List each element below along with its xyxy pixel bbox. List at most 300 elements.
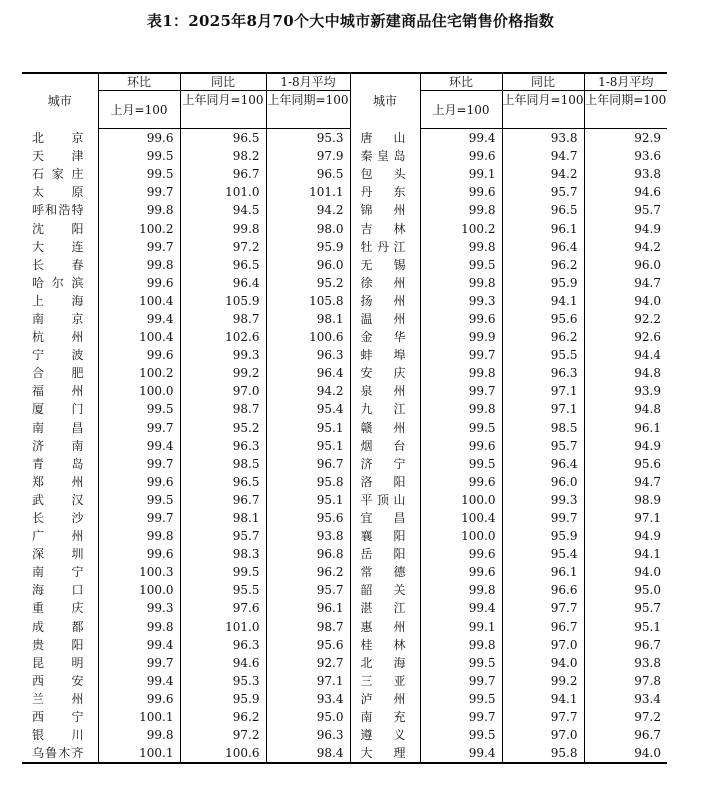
right-mom-cell: 100.2 [420, 219, 502, 237]
left-yoy-cell: 98.3 [180, 545, 266, 563]
right-avg-cell: 94.7 [584, 274, 667, 292]
right-avg-cell: 95.0 [584, 581, 667, 599]
left-city-cell: 兰州 [32, 691, 84, 706]
left-avg-cell: 94.2 [266, 201, 350, 219]
right-city-cell: 大理 [350, 744, 420, 763]
left-yoy-cell: 96.3 [180, 437, 266, 455]
right-city-cell: 泉州 [350, 382, 420, 400]
left-mom-cell: 99.4 [98, 437, 180, 455]
left-yoy-cell: 98.2 [180, 147, 266, 165]
left-mom-cell: 100.2 [98, 364, 180, 382]
left-avg-cell: 98.1 [266, 310, 350, 328]
table-row [22, 527, 667, 545]
left-city-cell: 福州 [32, 384, 84, 399]
right-mom-cell: 99.6 [420, 473, 502, 491]
left-yoy-cell: 102.6 [180, 328, 266, 346]
left-mom-cell: 99.5 [98, 165, 180, 183]
right-city-cell: 北海 [350, 654, 420, 672]
left-yoy-cell: 98.1 [180, 509, 266, 527]
right-yoy-cell: 96.7 [502, 618, 584, 636]
left-mom-cell: 99.8 [98, 618, 180, 636]
table-row [22, 455, 667, 473]
right-city-cell: 金华 [350, 328, 420, 346]
left-avg-cell: 105.8 [266, 292, 350, 310]
right-city-cell: 蚌埠 [350, 346, 420, 364]
right-avg-cell: 93.8 [584, 654, 667, 672]
header-mom: 环比 [420, 73, 502, 91]
right-city-cell: 丹东 [350, 183, 420, 201]
left-avg-cell: 96.5 [266, 165, 350, 183]
right-mom-cell: 99.5 [420, 726, 502, 744]
left-city-cell: 南宁 [32, 565, 84, 580]
left-yoy-cell: 99.3 [180, 346, 266, 364]
right-avg-cell: 93.9 [584, 382, 667, 400]
left-yoy-cell: 98.7 [180, 310, 266, 328]
right-avg-cell: 93.4 [584, 690, 667, 708]
right-yoy-cell: 94.7 [502, 147, 584, 165]
right-avg-cell: 97.1 [584, 509, 667, 527]
right-mom-cell: 99.6 [420, 437, 502, 455]
left-avg-cell: 96.1 [266, 599, 350, 617]
right-mom-cell: 99.8 [420, 201, 502, 219]
left-avg-cell: 100.6 [266, 328, 350, 346]
table-row [22, 147, 667, 165]
right-mom-cell: 99.7 [420, 708, 502, 726]
left-mom-cell: 99.7 [98, 183, 180, 201]
table-row [22, 129, 667, 148]
right-avg-cell: 96.1 [584, 419, 667, 437]
table-row [22, 328, 667, 346]
left-avg-cell: 95.4 [266, 400, 350, 418]
right-yoy-cell: 97.0 [502, 636, 584, 654]
left-mom-cell: 99.6 [98, 274, 180, 292]
table-row [22, 509, 667, 527]
left-avg-cell: 95.6 [266, 509, 350, 527]
left-yoy-cell: 96.3 [180, 636, 266, 654]
right-mom-cell: 99.3 [420, 292, 502, 310]
left-avg-cell: 95.7 [266, 581, 350, 599]
right-avg-cell: 97.8 [584, 672, 667, 690]
left-mom-cell: 100.4 [98, 292, 180, 310]
left-avg-cell: 98.4 [266, 744, 350, 763]
left-yoy-cell: 95.5 [180, 581, 266, 599]
right-avg-cell: 92.9 [584, 129, 667, 148]
right-avg-cell: 96.7 [584, 636, 667, 654]
left-mom-cell: 99.4 [98, 310, 180, 328]
right-yoy-cell: 95.8 [502, 744, 584, 763]
right-avg-cell: 98.9 [584, 491, 667, 509]
left-mom-cell: 99.7 [98, 238, 180, 256]
right-city-cell: 秦皇岛 [350, 147, 420, 165]
left-avg-cell: 96.0 [266, 256, 350, 274]
left-avg-cell: 95.8 [266, 473, 350, 491]
left-city-cell: 长沙 [32, 511, 84, 526]
left-avg-cell: 95.9 [266, 238, 350, 256]
left-mom-cell: 99.8 [98, 726, 180, 744]
right-city-cell: 九江 [350, 400, 420, 418]
left-avg-cell: 96.2 [266, 563, 350, 581]
right-avg-cell: 94.8 [584, 400, 667, 418]
left-city-cell: 广州 [32, 529, 84, 544]
right-city-cell: 扬州 [350, 292, 420, 310]
left-yoy-cell: 94.5 [180, 201, 266, 219]
left-avg-cell: 98.0 [266, 219, 350, 237]
right-avg-cell: 94.0 [584, 292, 667, 310]
left-yoy-cell: 98.5 [180, 455, 266, 473]
right-avg-cell: 94.6 [584, 183, 667, 201]
right-city-cell: 湛江 [350, 599, 420, 617]
header-city: 城市 [350, 73, 420, 129]
header-yoy: 同比 [502, 73, 584, 91]
left-yoy-cell: 96.2 [180, 708, 266, 726]
right-city-cell: 平顶山 [350, 491, 420, 509]
left-city-cell: 合肥 [32, 366, 84, 381]
left-avg-cell: 95.1 [266, 437, 350, 455]
right-city-cell: 牡丹江 [350, 238, 420, 256]
right-city-cell: 宜昌 [350, 509, 420, 527]
right-mom-cell: 99.7 [420, 672, 502, 690]
right-yoy-cell: 96.2 [502, 328, 584, 346]
left-avg-cell: 95.1 [266, 491, 350, 509]
table-row [22, 636, 667, 654]
left-mom-cell: 99.6 [98, 473, 180, 491]
left-city-cell: 北京 [32, 130, 84, 145]
left-avg-cell: 92.7 [266, 654, 350, 672]
right-city-cell: 包头 [350, 165, 420, 183]
left-city-cell: 哈尔滨 [32, 275, 84, 290]
left-mom-cell: 99.6 [98, 129, 180, 148]
left-yoy-cell: 96.5 [180, 256, 266, 274]
right-yoy-cell: 95.7 [502, 183, 584, 201]
left-avg-cell: 96.8 [266, 545, 350, 563]
table-row [22, 744, 667, 763]
table-row [22, 201, 667, 219]
left-city-cell: 上海 [32, 293, 84, 308]
right-avg-cell: 95.7 [584, 599, 667, 617]
left-yoy-cell: 98.7 [180, 400, 266, 418]
right-mom-cell: 99.7 [420, 346, 502, 364]
right-yoy-cell: 97.0 [502, 726, 584, 744]
right-avg-cell: 95.6 [584, 455, 667, 473]
right-avg-cell: 94.9 [584, 527, 667, 545]
left-yoy-cell: 97.2 [180, 726, 266, 744]
left-mom-cell: 99.7 [98, 455, 180, 473]
right-avg-cell: 96.0 [584, 256, 667, 274]
right-yoy-cell: 96.1 [502, 563, 584, 581]
right-city-cell: 南充 [350, 708, 420, 726]
left-yoy-cell: 99.8 [180, 219, 266, 237]
right-mom-cell: 99.4 [420, 599, 502, 617]
left-yoy-cell: 96.7 [180, 491, 266, 509]
left-mom-cell: 100.1 [98, 708, 180, 726]
right-mom-cell: 100.0 [420, 491, 502, 509]
right-avg-cell: 94.7 [584, 473, 667, 491]
right-city-cell: 烟台 [350, 437, 420, 455]
right-yoy-cell: 95.9 [502, 527, 584, 545]
right-city-cell: 韶关 [350, 581, 420, 599]
right-yoy-cell: 96.0 [502, 473, 584, 491]
left-yoy-cell: 95.3 [180, 672, 266, 690]
left-avg-cell: 95.2 [266, 274, 350, 292]
right-avg-cell: 94.8 [584, 364, 667, 382]
left-avg-cell: 96.7 [266, 455, 350, 473]
left-city-cell: 石家庄 [32, 167, 84, 182]
table-row [22, 599, 667, 617]
left-avg-cell: 98.7 [266, 618, 350, 636]
left-city-cell: 贵阳 [32, 637, 84, 652]
right-mom-cell: 99.6 [420, 545, 502, 563]
left-mom-cell: 100.0 [98, 581, 180, 599]
right-city-cell: 无锡 [350, 256, 420, 274]
table-row [22, 219, 667, 237]
right-mom-cell: 99.5 [420, 256, 502, 274]
header-mom-sub: 上月=100 [420, 91, 502, 129]
table-row [22, 708, 667, 726]
table-row [22, 491, 667, 509]
left-yoy-cell: 97.2 [180, 238, 266, 256]
header-avg: 1-8月平均 [266, 73, 350, 91]
left-mom-cell: 100.1 [98, 744, 180, 763]
left-yoy-cell: 96.4 [180, 274, 266, 292]
right-yoy-cell: 99.7 [502, 509, 584, 527]
left-yoy-cell: 95.7 [180, 527, 266, 545]
table-row [22, 256, 667, 274]
right-mom-cell: 99.4 [420, 744, 502, 763]
right-yoy-cell: 99.3 [502, 491, 584, 509]
table-row [22, 183, 667, 201]
header-avg-sub: 上年同期=100 [266, 91, 350, 129]
right-yoy-cell: 93.8 [502, 129, 584, 148]
left-avg-cell: 95.3 [266, 129, 350, 148]
left-city-cell: 济南 [32, 438, 84, 453]
left-avg-cell: 96.3 [266, 346, 350, 364]
right-avg-cell: 93.8 [584, 165, 667, 183]
table-row [22, 563, 667, 581]
left-mom-cell: 99.5 [98, 147, 180, 165]
left-city-cell: 太原 [32, 185, 84, 200]
right-mom-cell: 99.5 [420, 455, 502, 473]
right-city-cell: 徐州 [350, 274, 420, 292]
left-city-cell: 武汉 [32, 492, 84, 507]
header-avg: 1-8月平均 [584, 73, 667, 91]
left-mom-cell: 99.8 [98, 201, 180, 219]
right-mom-cell: 99.8 [420, 581, 502, 599]
table-row [22, 238, 667, 256]
right-mom-cell: 99.5 [420, 654, 502, 672]
right-city-cell: 赣州 [350, 419, 420, 437]
left-yoy-cell: 96.7 [180, 165, 266, 183]
table-row [22, 581, 667, 599]
left-mom-cell: 99.7 [98, 509, 180, 527]
right-avg-cell: 95.1 [584, 618, 667, 636]
header-yoy-sub: 上年同月=100 [180, 91, 266, 129]
right-city-cell: 常德 [350, 563, 420, 581]
left-city-cell: 西宁 [32, 710, 84, 725]
left-city-cell: 杭州 [32, 330, 84, 345]
left-yoy-cell: 105.9 [180, 292, 266, 310]
left-city-cell: 银川 [32, 728, 84, 743]
left-yoy-cell: 95.2 [180, 419, 266, 437]
right-avg-cell: 96.7 [584, 726, 667, 744]
table-row [22, 654, 667, 672]
right-city-cell: 遵义 [350, 726, 420, 744]
right-avg-cell: 94.9 [584, 437, 667, 455]
table-row [22, 690, 667, 708]
header-mom-sub: 上月=100 [98, 91, 180, 129]
right-yoy-cell: 95.6 [502, 310, 584, 328]
left-city-cell: 宁波 [32, 348, 84, 363]
right-mom-cell: 99.7 [420, 382, 502, 400]
right-yoy-cell: 97.7 [502, 599, 584, 617]
left-mom-cell: 99.6 [98, 690, 180, 708]
left-avg-cell: 95.6 [266, 636, 350, 654]
table-row [22, 473, 667, 491]
table-row [22, 545, 667, 563]
left-mom-cell: 99.8 [98, 256, 180, 274]
left-yoy-cell: 95.9 [180, 690, 266, 708]
left-avg-cell: 95.0 [266, 708, 350, 726]
right-yoy-cell: 96.6 [502, 581, 584, 599]
table-row [22, 310, 667, 328]
left-yoy-cell: 96.5 [180, 129, 266, 148]
right-mom-cell: 99.6 [420, 147, 502, 165]
right-yoy-cell: 95.7 [502, 437, 584, 455]
left-avg-cell: 101.1 [266, 183, 350, 201]
right-yoy-cell: 99.2 [502, 672, 584, 690]
right-city-cell: 泸州 [350, 690, 420, 708]
left-mom-cell: 99.5 [98, 400, 180, 418]
right-yoy-cell: 97.7 [502, 708, 584, 726]
right-avg-cell: 92.6 [584, 328, 667, 346]
table-row [22, 419, 667, 437]
right-avg-cell: 94.2 [584, 238, 667, 256]
right-avg-cell: 97.2 [584, 708, 667, 726]
table-row [22, 672, 667, 690]
left-yoy-cell: 94.6 [180, 654, 266, 672]
left-avg-cell: 94.2 [266, 382, 350, 400]
right-city-cell: 唐山 [350, 129, 420, 148]
left-mom-cell: 99.7 [98, 654, 180, 672]
right-mom-cell: 99.8 [420, 636, 502, 654]
right-city-cell: 桂林 [350, 636, 420, 654]
right-avg-cell: 94.1 [584, 545, 667, 563]
left-mom-cell: 99.4 [98, 672, 180, 690]
right-avg-cell: 95.7 [584, 201, 667, 219]
header-mom: 环比 [98, 73, 180, 91]
right-mom-cell: 99.4 [420, 129, 502, 148]
right-yoy-cell: 94.2 [502, 165, 584, 183]
header-yoy-sub: 上年同月=100 [502, 91, 584, 129]
right-yoy-cell: 98.5 [502, 419, 584, 437]
table-row [22, 364, 667, 382]
left-city-cell: 长春 [32, 257, 84, 272]
left-yoy-cell: 96.5 [180, 473, 266, 491]
right-yoy-cell: 95.4 [502, 545, 584, 563]
left-mom-cell: 100.4 [98, 328, 180, 346]
left-city-cell: 呼和浩特 [32, 203, 84, 218]
left-mom-cell: 100.0 [98, 382, 180, 400]
right-mom-cell: 99.8 [420, 364, 502, 382]
right-mom-cell: 100.4 [420, 509, 502, 527]
left-avg-cell: 93.8 [266, 527, 350, 545]
right-yoy-cell: 96.1 [502, 219, 584, 237]
left-yoy-cell: 97.6 [180, 599, 266, 617]
right-mom-cell: 99.1 [420, 618, 502, 636]
right-city-cell: 襄阳 [350, 527, 420, 545]
right-avg-cell: 94.4 [584, 346, 667, 364]
left-city-cell: 沈阳 [32, 221, 84, 236]
right-mom-cell: 99.9 [420, 328, 502, 346]
table-row [22, 292, 667, 310]
left-city-cell: 厦门 [32, 402, 84, 417]
left-yoy-cell: 100.6 [180, 744, 266, 763]
left-avg-cell: 96.3 [266, 726, 350, 744]
left-mom-cell: 99.4 [98, 636, 180, 654]
table-row [22, 726, 667, 744]
right-mom-cell: 99.8 [420, 400, 502, 418]
left-yoy-cell: 101.0 [180, 618, 266, 636]
left-city-cell: 青岛 [32, 456, 84, 471]
table-row [22, 382, 667, 400]
left-mom-cell: 99.6 [98, 346, 180, 364]
left-avg-cell: 95.1 [266, 419, 350, 437]
right-city-cell: 锦州 [350, 201, 420, 219]
right-city-cell: 温州 [350, 310, 420, 328]
left-city-cell: 南京 [32, 311, 84, 326]
table-row [22, 346, 667, 364]
table-row [22, 165, 667, 183]
right-city-cell: 济宁 [350, 455, 420, 473]
right-avg-cell: 94.0 [584, 563, 667, 581]
table-row [22, 274, 667, 292]
right-yoy-cell: 95.9 [502, 274, 584, 292]
right-mom-cell: 99.6 [420, 310, 502, 328]
left-city-cell: 郑州 [32, 474, 84, 489]
right-mom-cell: 100.0 [420, 527, 502, 545]
right-mom-cell: 99.6 [420, 183, 502, 201]
right-avg-cell: 93.6 [584, 147, 667, 165]
left-city-cell: 西安 [32, 673, 84, 688]
left-avg-cell: 97.1 [266, 672, 350, 690]
right-avg-cell: 92.2 [584, 310, 667, 328]
left-city-cell: 大连 [32, 239, 84, 254]
left-yoy-cell: 97.0 [180, 382, 266, 400]
left-yoy-cell: 99.2 [180, 364, 266, 382]
right-yoy-cell: 94.1 [502, 292, 584, 310]
left-avg-cell: 97.9 [266, 147, 350, 165]
right-mom-cell: 99.8 [420, 274, 502, 292]
left-mom-cell: 99.5 [98, 491, 180, 509]
header-city: 城市 [22, 73, 98, 129]
left-mom-cell: 100.2 [98, 219, 180, 237]
right-yoy-cell: 97.1 [502, 382, 584, 400]
left-mom-cell: 100.3 [98, 563, 180, 581]
table-body [22, 129, 667, 764]
left-mom-cell: 99.7 [98, 419, 180, 437]
left-avg-cell: 93.4 [266, 690, 350, 708]
right-mom-cell: 99.1 [420, 165, 502, 183]
right-avg-cell: 94.9 [584, 219, 667, 237]
left-city-cell: 重庆 [32, 601, 84, 616]
right-city-cell: 惠州 [350, 618, 420, 636]
table-row [22, 400, 667, 418]
right-city-cell: 吉林 [350, 219, 420, 237]
left-city-cell: 成都 [32, 619, 84, 634]
left-mom-cell: 99.6 [98, 545, 180, 563]
right-mom-cell: 99.6 [420, 563, 502, 581]
right-city-cell: 洛阳 [350, 473, 420, 491]
header-yoy: 同比 [180, 73, 266, 91]
